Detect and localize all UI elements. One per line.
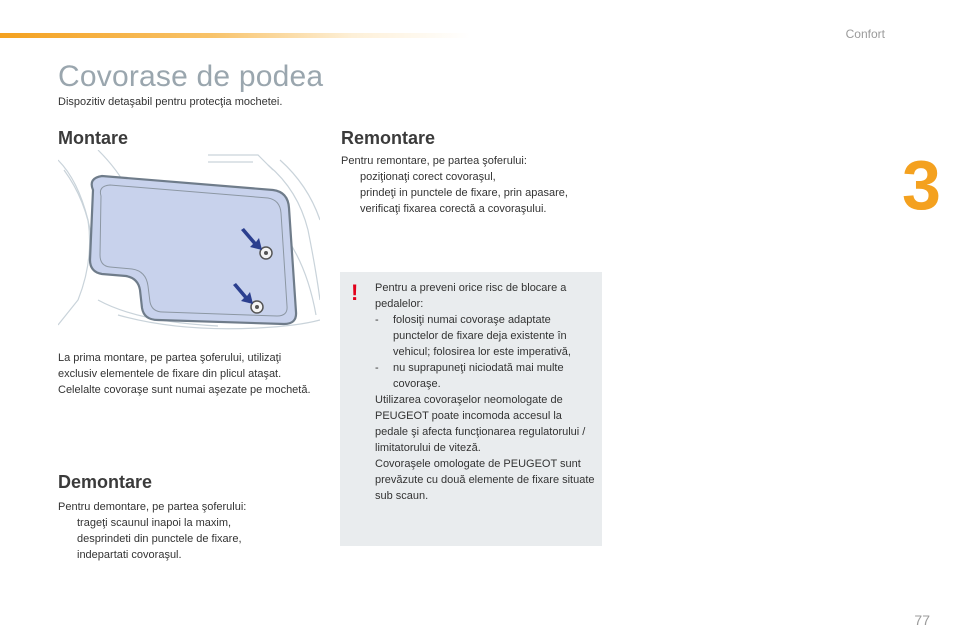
chapter-number: 3 (902, 146, 941, 224)
section-label: Confort (845, 27, 885, 41)
montare-text: La prima montare, pe partea şoferului, utilizaţi exclusiv elementele de fixare din plicul ataşat. Celelalte covoraşe sunt numai aşezate pe mochetă. (58, 352, 311, 396)
floor-mat-illustration (58, 150, 320, 335)
warning-paragraph-2: Covoraşele omologate de PEUGEOT sunt prevăzute cu două elemente de fixare situate sub scaun. (375, 458, 595, 502)
remontare-instructions (341, 153, 611, 217)
remontare-steps (341, 169, 611, 217)
list-item: - folosiţi numai covoraşe adaptate punctelor de fixare deja existente în vehicul; folosirea lor este imperativă, (375, 314, 571, 358)
warning-paragraph-1: Utilizarea covoraşelor neomologate de PEUGEOT poate incomoda accesul la pedale şi afecta funcţionarea regulatorului / limitatorului de viteză. (375, 394, 586, 454)
dash-mark: - (375, 314, 379, 326)
list-item: - nu suprapuneţi niciodată mai multe covoraşe. (375, 362, 564, 390)
page-title: Covorase de podea (58, 60, 324, 93)
remontare-intro: Pentru remontare, pe partea şoferului: (341, 155, 527, 167)
list-item: poziţionaţi corect covoraşul, (360, 171, 496, 183)
demontare-steps (58, 515, 320, 563)
fixing-point-icon (251, 301, 263, 313)
page-number: 77 (914, 612, 930, 628)
list-item: verificaţi fixarea corectă a covoraşului. (360, 203, 547, 215)
list-item: prindeţi in punctele de fixare, prin apasare, (360, 187, 568, 199)
montare-heading: Montare (58, 128, 129, 148)
list-item: trageţi scaunul inapoi la maxim, (77, 517, 232, 529)
list-item: indepartati covoraşul. (77, 549, 182, 561)
warning-icon: ! (351, 280, 359, 305)
demontare-intro: Pentru demontare, pe partea şoferului: (58, 501, 247, 513)
fixing-point-icon (260, 247, 272, 259)
header-accent-bar (0, 33, 470, 38)
remontare-heading: Remontare (341, 128, 436, 148)
demontare-instructions (58, 499, 320, 563)
warning-box (340, 272, 602, 546)
demontare-heading: Demontare (58, 472, 153, 492)
warning-intro: Pentru a preveni orice risc de blocare a pedalelor: (375, 282, 567, 310)
list-item: desprindeti din punctele de fixare, (77, 533, 242, 545)
warning-text (375, 280, 597, 504)
page-subtitle: Dispozitiv detaşabil pentru protecţia mochetei. (58, 96, 283, 108)
dash-mark: - (375, 362, 379, 374)
